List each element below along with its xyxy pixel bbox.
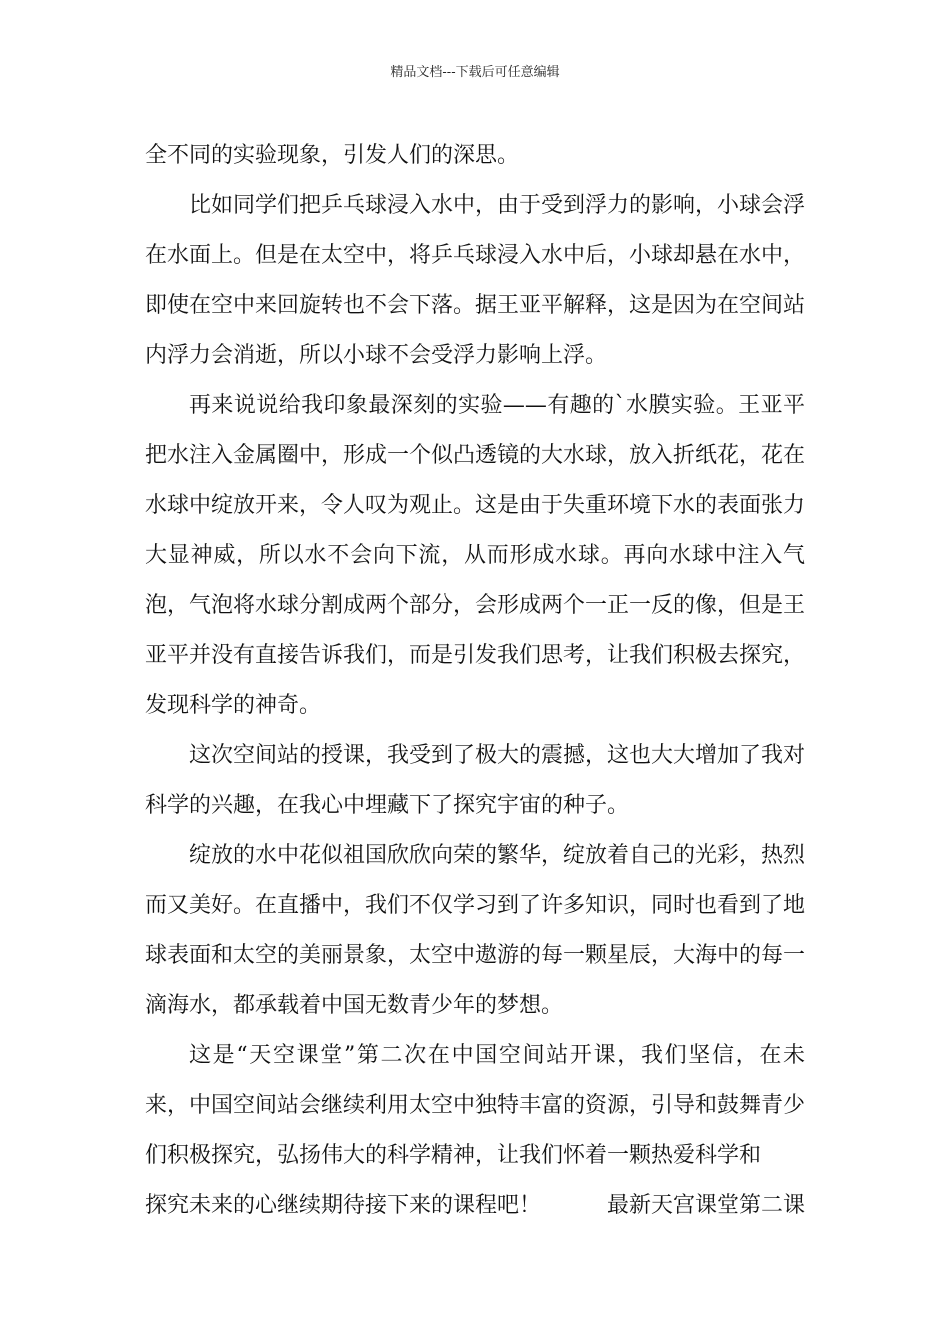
paragraph-3: 再来说说给我印象最深刻的实验——有趣的`水膜实验。王亚平把水注入金属圈中，形成一个似凸透镜的大水球，放入折纸花，花在水球中绽放开来，令人叹为观止。这是由于失重环境下水的表面张力大显神威，所以水不会向下流，从而形成水球。再向水球中注入气泡，气泡将水球分割成两个部分，会形成两个一正一反的像，但是王亚平并没有直接告诉我们，而是引发我们思考，让我们积极去探究，发现科学的神奇。 [145,393,806,718]
paragraph-6: 这是“天空课堂”第二次在中国空间站开课，我们坚信，在未来，中国空间站会继续利用太空中独特丰富的资源，引导和鼓舞青少们积极探究，弘扬伟大的科学精神，让我们怀着一颗热爱科学和 [145,1043,806,1168]
page-header: 精品文档---下载后可任意编辑 [390,65,560,80]
paragraph-6-last-line [145,1181,805,1231]
next-title: 最新天宫课堂第二课 [606,1193,805,1218]
paragraph-5: 绽放的水中花似祖国欣欣向荣的繁华，绽放着自己的光彩，热烈而又美好。在直播中，我们不仅学习到了许多知识，同时也看到了地球表面和太空的美丽景象，太空中遨游的每一颗星辰，大海中的每一滴海水，都承载着中国无数青少年的梦想。 [145,843,806,1018]
closing-sentence: 探究未来的心继续期待接下来的课程吧！ [145,1193,542,1218]
paragraph-1: 全不同的实验现象，引发人们的深思。 [145,143,520,168]
document-body [145,131,805,1231]
paragraph-2: 比如同学们把乒乓球浸入水中，由于受到浮力的影响，小球会浮在水面上。但是在太空中，将乒乓球浸入水中后，小球却悬在水中，即使在空中来回旋转也不会下落。据王亚平解释，这是因为在空间站内浮力会消逝，所以小球不会受浮力影响上浮。 [145,193,806,368]
paragraph-4: 这次空间站的授课，我受到了极大的震撼，这也大大增加了我对科学的兴趣，在我心中埋藏下了探究宇宙的种子。 [145,743,806,818]
